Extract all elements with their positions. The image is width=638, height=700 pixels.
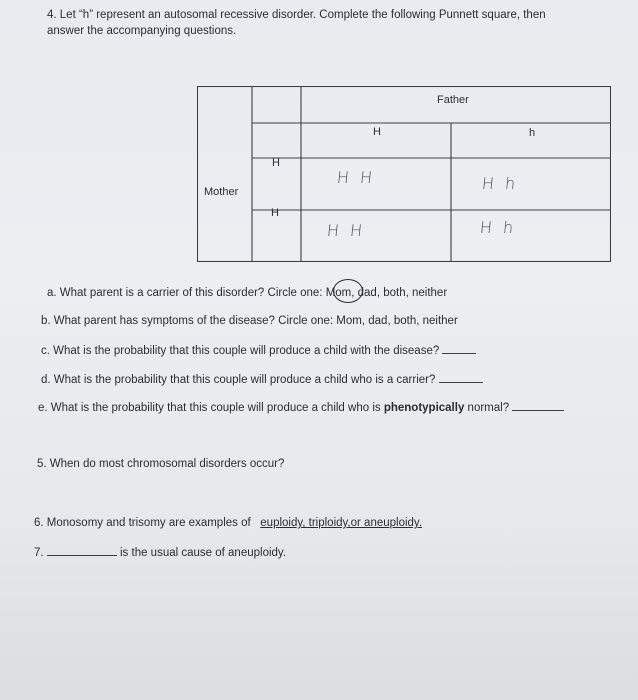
cell-1-1-handwritten: H H xyxy=(336,168,377,187)
father-allele-1: H xyxy=(373,126,381,138)
answer-blank-c[interactable] xyxy=(442,343,476,354)
father-allele-2: h xyxy=(529,127,536,139)
question-7: 7. is the usual cause of aneuploidy. xyxy=(34,547,287,559)
question-d: d. What is the probability that this couple will produce a child who is a carrier? xyxy=(41,372,483,387)
question-4-line-1: 4. Let “h” represent an autosomal recessive disorder. Complete the following Punnett square, then xyxy=(47,9,546,21)
question-b: b. What parent has symptoms of the disease? Circle one: Mom, dad, both, neither xyxy=(41,315,458,327)
question-6-options: euploidy, triploidy,or aneuploidy. xyxy=(260,517,423,529)
question-a-options: Mom, dad, both, neither xyxy=(325,287,448,299)
cell-2-2-handwritten: H h xyxy=(479,218,518,237)
father-label: Father xyxy=(437,94,469,106)
punnett-square xyxy=(197,86,611,262)
cell-2-1-handwritten: H H xyxy=(326,221,367,240)
answer-blank-7[interactable] xyxy=(47,545,117,556)
question-4-line-2: answer the accompanying questions. xyxy=(47,25,237,37)
question-c: c. What is the probability that this couple will produce a child with the disease? xyxy=(41,343,476,358)
answer-circle-mark xyxy=(333,279,363,303)
mother-allele-2: H xyxy=(271,207,279,219)
cell-1-2-handwritten: H h xyxy=(481,174,520,193)
question-6: 6. Monosomy and trisomy are examples of euploidy, triploidy,or aneuploidy. xyxy=(34,517,423,529)
question-a: a. What parent is a carrier of this disorder? Circle one: Mom, dad, both, neither xyxy=(47,287,448,299)
question-5: 5. When do most chromosomal disorders occur? xyxy=(37,458,285,470)
mother-allele-1: H xyxy=(272,157,280,169)
answer-blank-d[interactable] xyxy=(439,372,483,383)
question-e-bold-word: phenotypically xyxy=(383,402,465,414)
punnett-grid-lines xyxy=(197,86,611,262)
mother-label: Mother xyxy=(204,186,239,198)
question-e: e. What is the probability that this couple will produce a child who is phenotypically normal? xyxy=(38,400,564,415)
answer-blank-e[interactable] xyxy=(512,400,564,411)
